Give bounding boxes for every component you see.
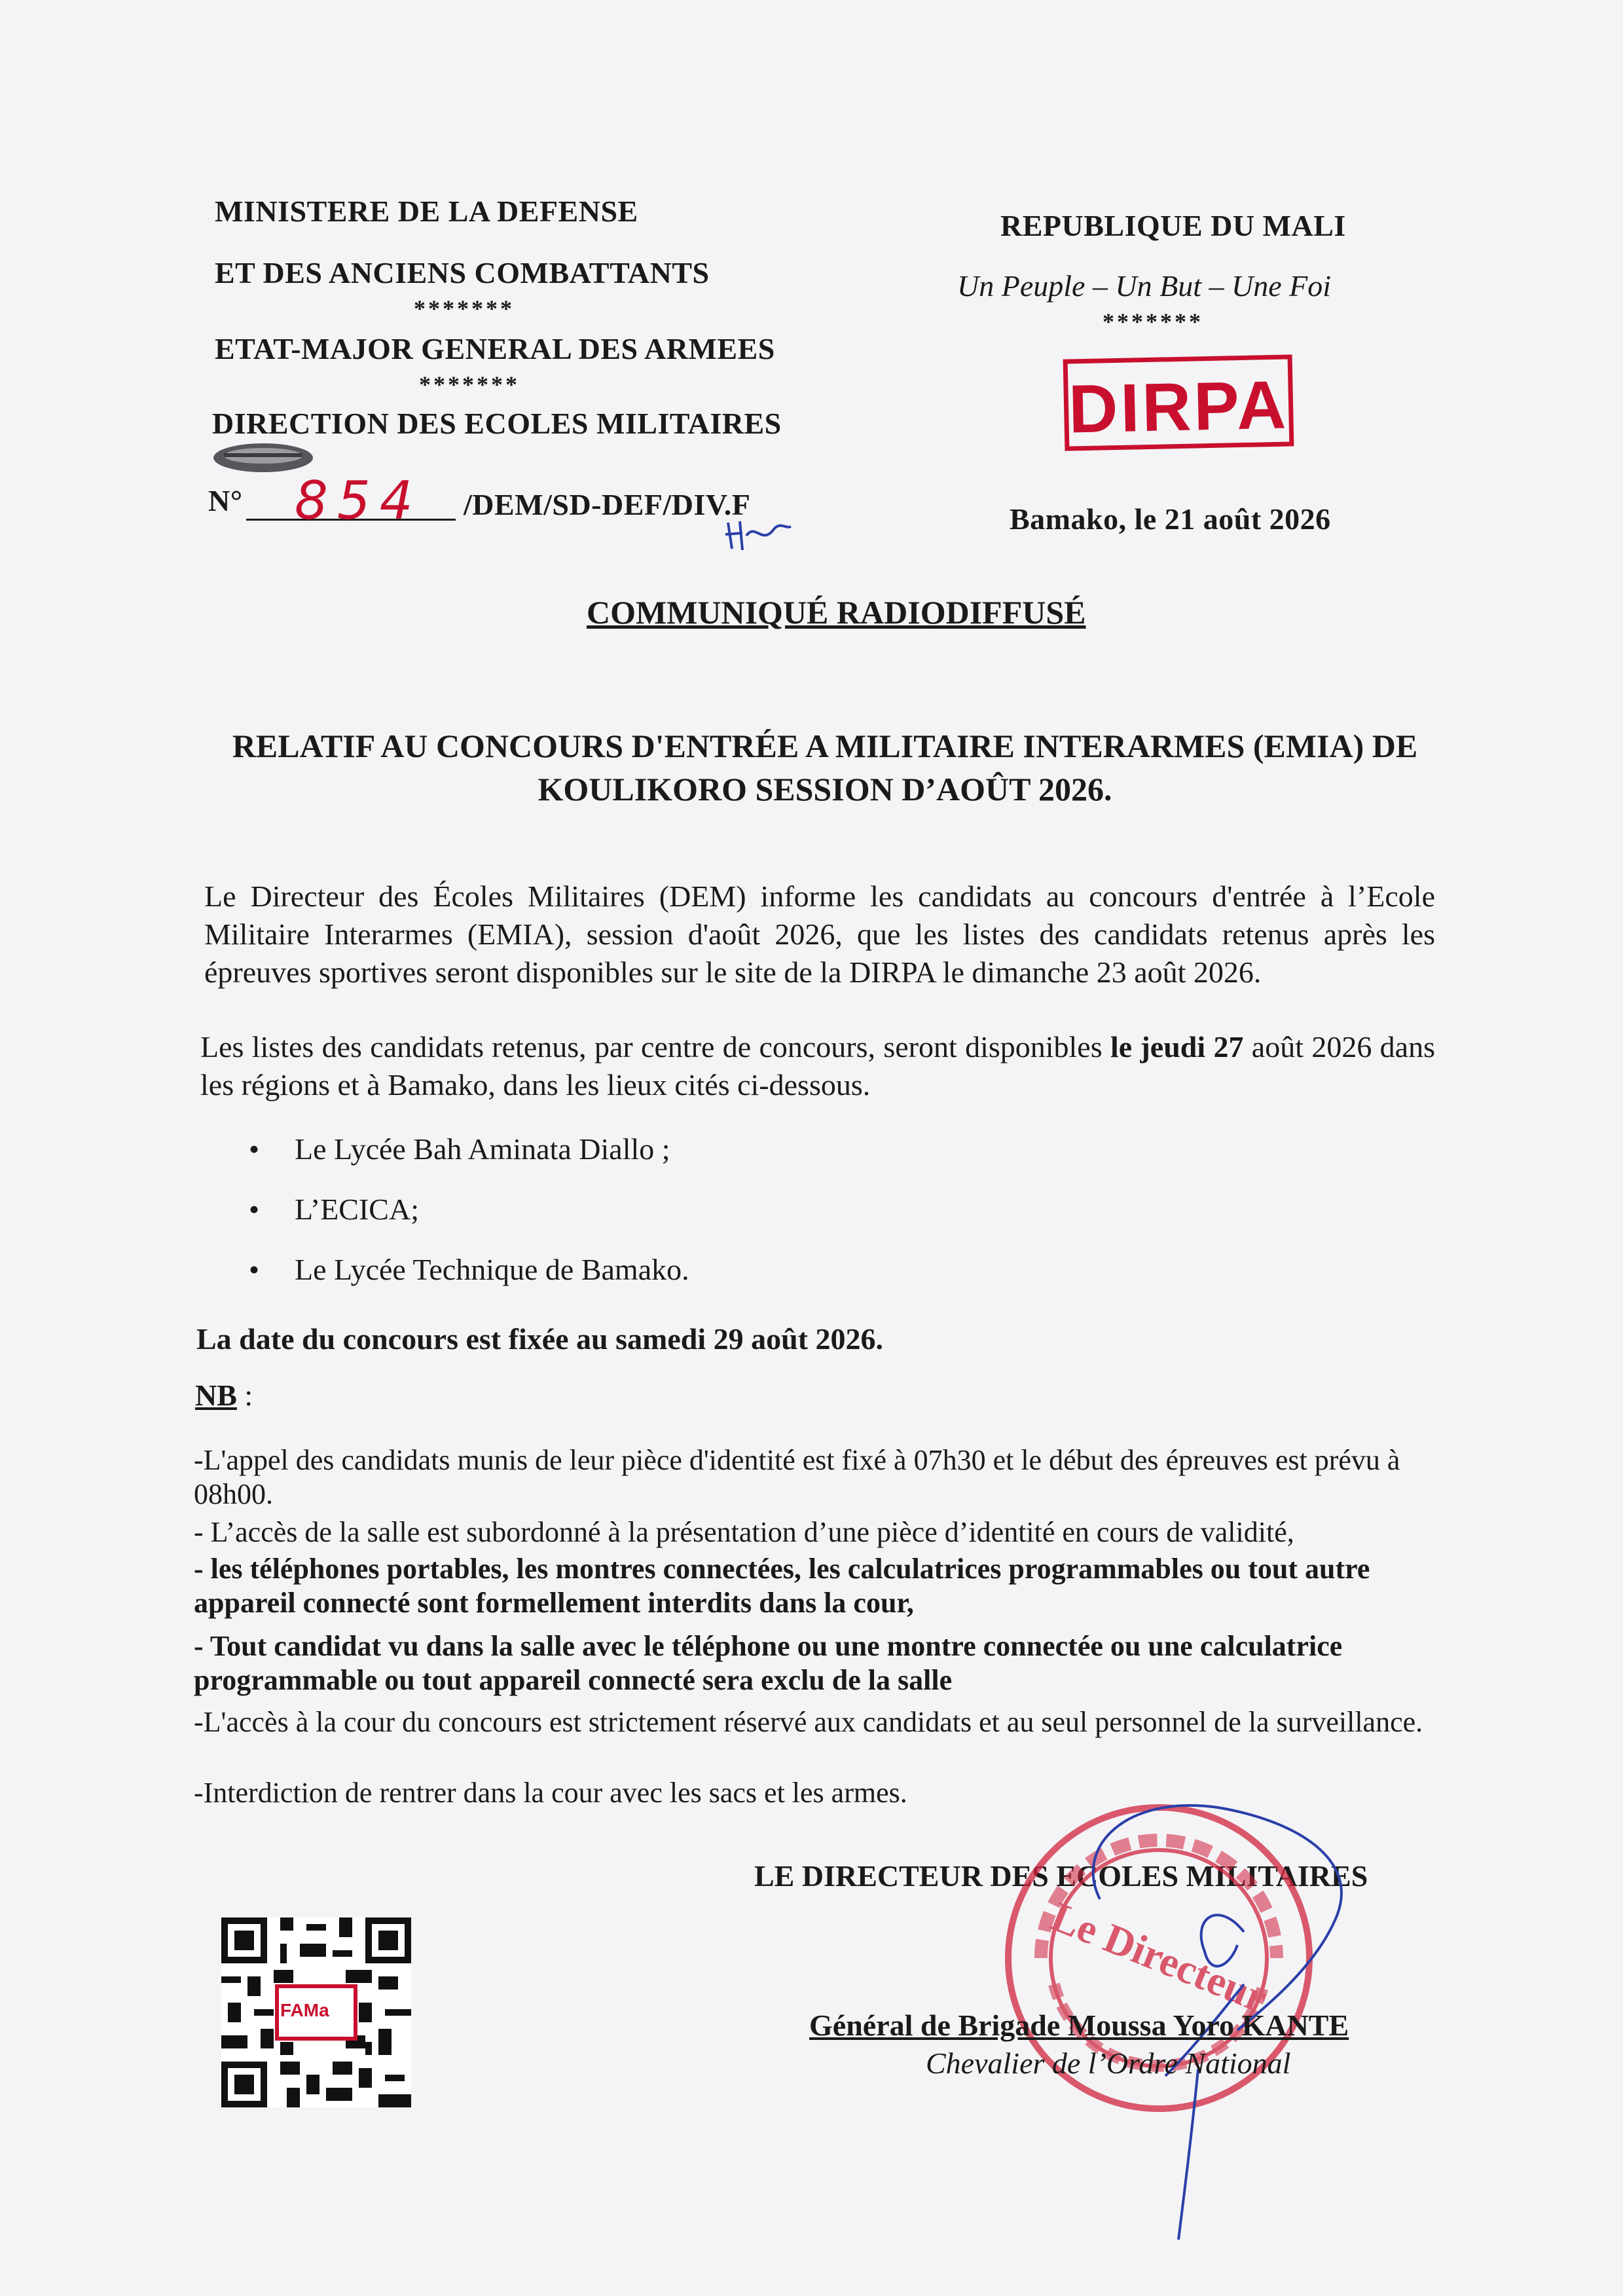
bullet-icon: • xyxy=(249,1193,260,1226)
ministry-line2: ET DES ANCIENS COMBATTANTS xyxy=(215,256,710,289)
subtitle-line1: RELATIF AU CONCOURS D'ENTRÉE A MILITAIRE INTERARMES (EMIA) DE xyxy=(232,728,1418,764)
nb-item: - Tout candidat vu dans la salle avec le téléphone ou une montre connectée ou une calculatrice programmable ou tout appareil connecté sera exclu de la salle xyxy=(194,1630,1343,1696)
signatory-distinction: Chevalier de l’Ordre National xyxy=(926,2046,1291,2080)
list-item xyxy=(249,1132,670,1166)
communique-subtitle xyxy=(196,724,1453,811)
signatory-title: LE DIRECTEUR DES ECOLES MILITAIRES xyxy=(754,1859,1368,1893)
stars-separator: ******* xyxy=(1103,308,1203,335)
dirpa-stamp: DIRPA xyxy=(1063,354,1294,451)
list-item xyxy=(249,1252,689,1287)
place-date: Bamako, le 21 août 2026 xyxy=(1010,502,1331,536)
nb-label: NB xyxy=(195,1379,237,1412)
country-name: REPUBLIQUE DU MALI xyxy=(1000,209,1346,242)
nb-item: - L’accès de la salle est subordonné à la présentation d’une pièce d’identité en cours de validité, xyxy=(194,1516,1294,1548)
direction-line: DIRECTION DES ECOLES MILITAIRES xyxy=(212,407,782,440)
location-label: Le Lycée Bah Aminata Diallo ; xyxy=(295,1132,670,1166)
communique-title: COMMUNIQUÉ RADIODIFFUSÉ xyxy=(587,594,1086,631)
ref-number: 854 xyxy=(295,470,422,531)
staff-line: ETAT-MAJOR GENERAL DES ARMEES xyxy=(215,332,775,365)
paragraph-lists xyxy=(200,1028,1435,1104)
subtitle-line2: KOULIKORO SESSION D’AOÛT 2026. xyxy=(538,771,1112,807)
paragraph-lists-part1: Les listes des candidats retenus, par centre de concours, seront disponibles xyxy=(200,1030,1110,1064)
nb-heading xyxy=(195,1378,253,1413)
qr-label: FAMa xyxy=(280,2000,329,2020)
paragraph-lists-part2: août 2026 dans les régions et à Bamako, dans les lieux cités ci-dessous. xyxy=(200,1030,1435,1102)
location-label: Le Lycée Technique de Bamako. xyxy=(295,1253,689,1286)
exam-date: La date du concours est fixée au samedi 29 août 2026. xyxy=(196,1322,884,1356)
initials-scribble-icon xyxy=(723,509,795,562)
nb-item: -L'accès à la cour du concours est strictement réservé aux candidats et au seul personnel de la surveillance. xyxy=(194,1706,1423,1738)
stars-separator: ******* xyxy=(419,371,520,398)
bullet-icon: • xyxy=(249,1253,260,1286)
list-item xyxy=(249,1192,419,1227)
nb-item: -L'appel des candidats munis de leur pièce d'identité est fixé à 07h30 et le début des épreuves est prévu à 08h00. xyxy=(194,1444,1400,1510)
nb-colon: : xyxy=(236,1379,253,1412)
paragraph-announcement: Le Directeur des Écoles Militaires (DEM) informe les candidats au concours d'entrée à l’Ecole Militaire Interarmes (EMIA), session d'août 2026, que les listes des candidats retenus après les épreuves sportives seront disponibles sur le site de la DIRPA le dimanche 23 août 2026. xyxy=(204,880,1435,989)
nb-item: - les téléphones portables, les montres connectées, les calculatrices programmables ou tout autre appareil connecté sont formellement interdits dans la cour, xyxy=(194,1553,1370,1619)
bullet-icon: • xyxy=(249,1132,260,1166)
handwritten-signature-icon xyxy=(1021,1768,1388,2240)
national-motto: Un Peuple – Un But – Une Foi xyxy=(957,269,1332,303)
signatory-name: Général de Brigade Moussa Yoro KANTE xyxy=(809,2009,1349,2042)
paragraph-lists-bold: le jeudi 27 xyxy=(1110,1030,1244,1064)
stars-separator: ******* xyxy=(414,295,515,322)
ref-suffix: /DEM/SD-DEF/DIV.F xyxy=(464,488,751,521)
seal-center-text: Le Directeur xyxy=(1044,1893,1274,2022)
ministry-line1: MINISTERE DE LA DEFENSE xyxy=(215,194,638,228)
ref-prefix: N° xyxy=(208,484,243,517)
nb-item: -Interdiction de rentrer dans la cour avec les sacs et les armes. xyxy=(194,1777,907,1809)
location-label: L’ECICA; xyxy=(295,1193,419,1226)
